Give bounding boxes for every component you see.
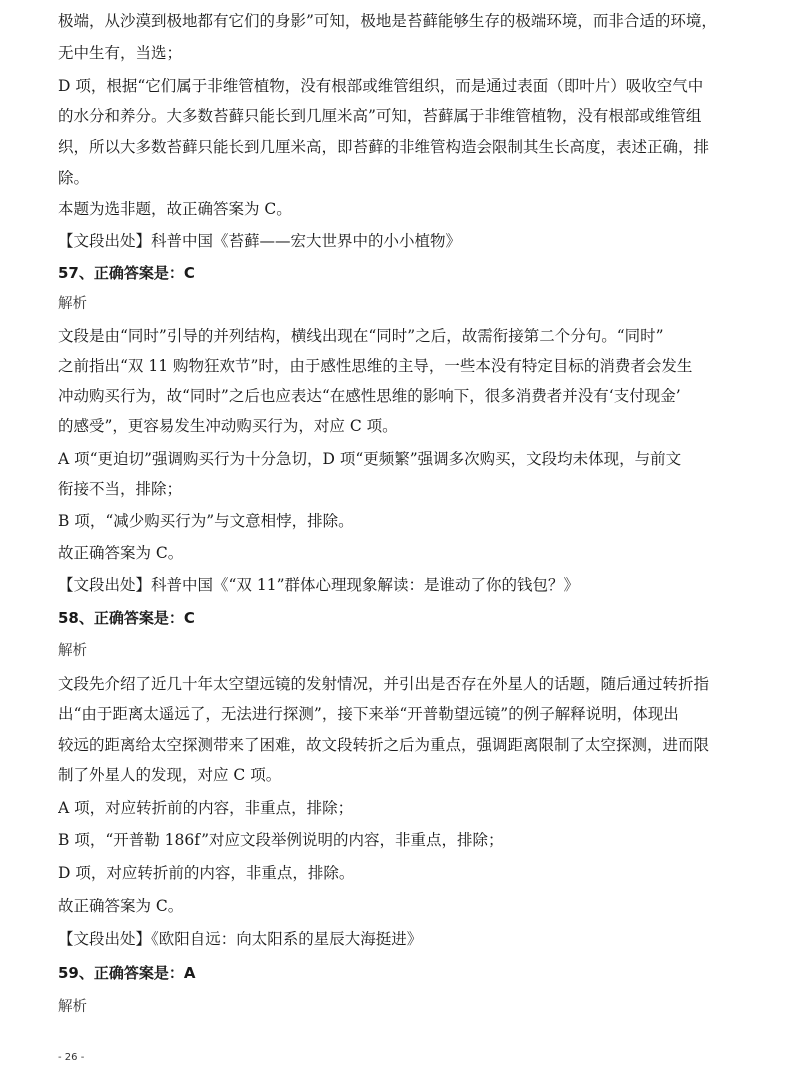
source-note: 【文段出处】科普中国《苔藓——宏大世界中的小小植物》	[58, 232, 462, 250]
answer-heading-57: 57、正确答案是：C	[58, 264, 195, 282]
text-line: 织，所以大多数苔藓只能长到几厘米高，即苔藓的非维管构造会限制其生长高度，表述正确，排	[58, 138, 710, 156]
text-line: 的感受”，更容易发生冲动购买行为，对应 C 项。	[58, 417, 398, 435]
answer-heading-58: 58、正确答案是：C	[58, 609, 195, 627]
analysis-label: 解析	[58, 296, 87, 312]
text-line: 冲动购买行为，故“同时”之后也应表达“在感性思维的影响下，很多消费者并没有‘支付现金’	[58, 387, 681, 405]
text-line: 除。	[58, 169, 90, 187]
text-line: B 项，“开普勒 186f”对应文段举例说明的内容，非重点，排除；	[58, 831, 504, 849]
text-line: 出“由于距离太遥远了，无法进行探测”，接下来举“开普勒望远镜”的例子解释说明，体现出	[58, 705, 679, 723]
analysis-label: 解析	[58, 999, 87, 1015]
text-line: 文段是由“同时”引导的并列结构，横线出现在“同时”之后，故需衔接第二个分句。“同时”	[58, 327, 664, 345]
text-line: 较远的距离给太空探测带来了困难，故文段转折之后为重点，强调距离限制了太空探测，进而限	[58, 736, 710, 754]
analysis-label: 解析	[58, 643, 87, 659]
answer-heading-59: 59、正确答案是：A	[58, 964, 196, 982]
text-line: D 项，根据“它们属于非维管植物，没有根部或维管组织，而是通过表面（即叶片）吸收空气中	[58, 77, 704, 95]
text-line: 文段先介绍了近几十年太空望远镜的发射情况，并引出是否存在外星人的话题，随后通过转折指	[58, 675, 710, 693]
text-line: 故正确答案为 C。	[58, 897, 184, 915]
text-line: 故正确答案为 C。	[58, 544, 184, 562]
source-note: 【文段出处】《欧阳自远：向太阳系的星辰大海挺进》	[58, 930, 423, 948]
text-line: A 项“更迫切”强调购买行为十分急切，D 项“更频繁”强调多次购买，文段均未体现，与前文	[58, 450, 682, 468]
text-line: 衔接不当，排除；	[58, 480, 183, 498]
source-note: 【文段出处】科普中国《“双 11”群体心理现象解读：是谁动了你的钱包？》	[58, 576, 580, 594]
text-line: 之前指出“双 11 购物狂欢节”时，由于感性思维的主导，一些本没有特定目标的消费者会发生	[58, 357, 693, 375]
text-line: D 项，对应转折前的内容，非重点，排除。	[58, 864, 355, 882]
page-number: - 26 -	[58, 1052, 85, 1063]
text-line: 无中生有，当选；	[58, 44, 183, 62]
text-line: 极端，从沙漠到极地都有它们的身影”可知，极地是苔藓能够生存的极端环境，而非合适的环境，	[58, 12, 717, 30]
text-line: 的水分和养分。大多数苔藓只能长到几厘米高”可知，苔藓属于非维管植物，没有根部或维管组	[58, 107, 702, 125]
text-line: 制了外星人的发现，对应 C 项。	[58, 766, 282, 784]
text-line: B 项，“减少购买行为”与文意相悖，排除。	[58, 512, 354, 530]
text-line: A 项，对应转折前的内容，非重点，排除；	[58, 799, 354, 817]
text-line: 本题为选非题，故正确答案为 C。	[58, 200, 292, 218]
